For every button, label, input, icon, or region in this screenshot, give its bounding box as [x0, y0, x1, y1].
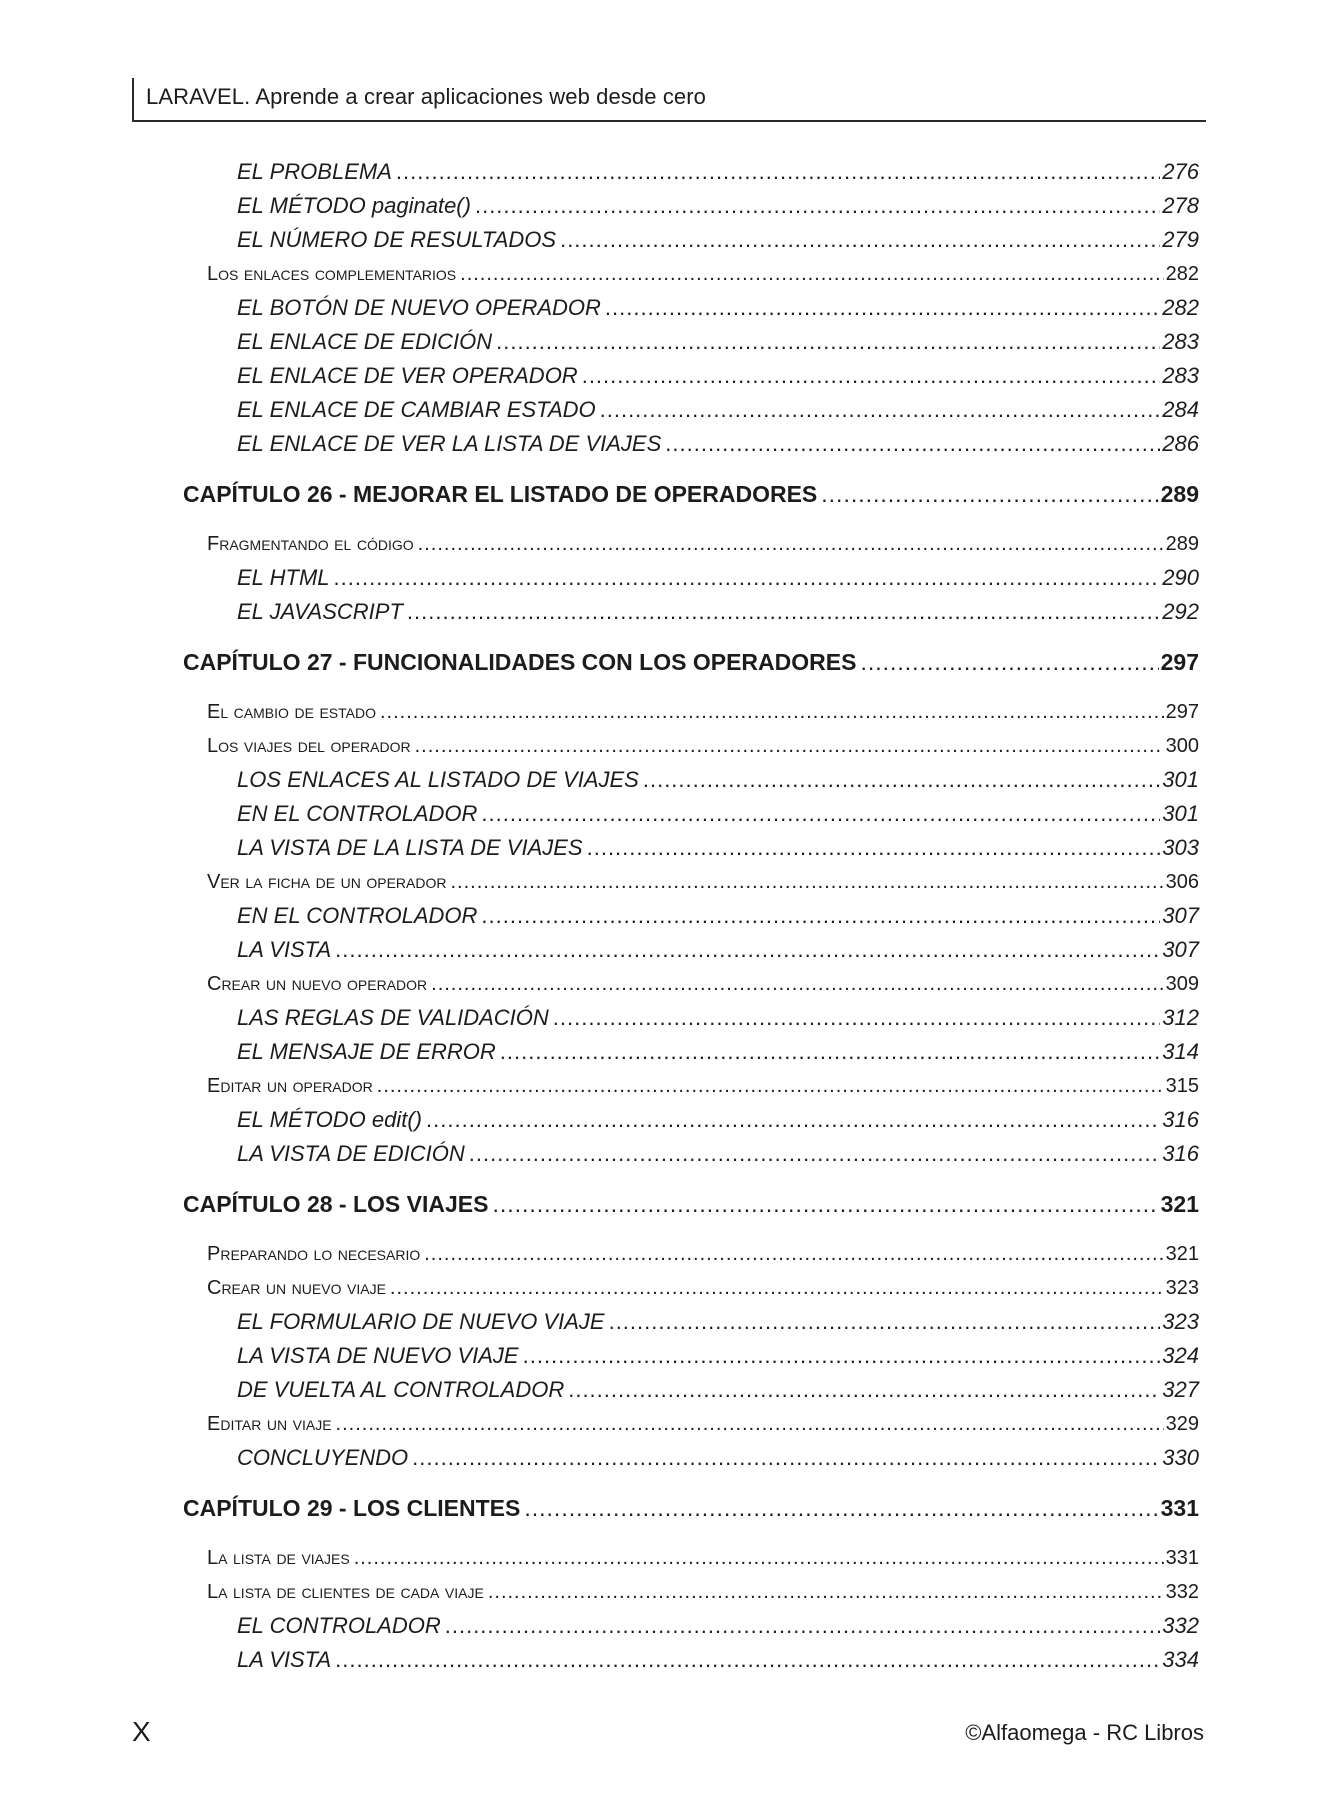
- page-number: X: [132, 1716, 151, 1747]
- dot-leader: [587, 831, 1161, 865]
- running-header: [132, 78, 1206, 122]
- dot-leader: [523, 1339, 1161, 1373]
- toc-entry-title: EL MÉTODO paginate(): [237, 193, 471, 218]
- toc-entry-title: Crear un nuevo viaje: [207, 1277, 386, 1299]
- dot-leader: [492, 1187, 1158, 1221]
- toc-entry-page: 301: [1162, 767, 1199, 792]
- dot-leader: [568, 1373, 1160, 1407]
- dot-leader: [451, 865, 1164, 899]
- toc-entry-page: 324: [1162, 1343, 1199, 1368]
- dot-leader: [415, 729, 1164, 763]
- dot-leader: [475, 189, 1160, 223]
- toc-entry-title: Crear un nuevo operador: [207, 973, 428, 995]
- toc-entry-title: CAPÍTULO 29 - LOS CLIENTES: [183, 1495, 521, 1521]
- toc-sub-entry[interactable]: [183, 763, 1199, 797]
- dot-leader: [445, 1609, 1161, 1643]
- toc-entry-title: EL ENLACE DE VER LA LISTA DE VIAJES: [237, 431, 662, 456]
- dot-leader: [335, 933, 1160, 967]
- toc-entry-page: 297: [1165, 701, 1199, 723]
- toc-entry-page: 278: [1162, 193, 1199, 218]
- dot-leader: [377, 1069, 1164, 1103]
- toc-entry-title: LA VISTA DE NUEVO VIAJE: [237, 1343, 519, 1368]
- toc-sub-entry[interactable]: [183, 427, 1199, 461]
- dot-leader: [605, 291, 1160, 325]
- dot-leader: [481, 899, 1160, 933]
- toc-entry-page: 290: [1162, 565, 1199, 590]
- toc-entry-title: EL MÉTODO edit(): [237, 1107, 423, 1132]
- toc-sub-entry[interactable]: [183, 1373, 1199, 1407]
- dot-leader: [335, 1643, 1160, 1677]
- toc-entry-title: Los viajes del operador: [207, 735, 411, 757]
- toc-sub-entry[interactable]: [183, 1001, 1199, 1035]
- toc-section-entry[interactable]: [183, 1407, 1199, 1441]
- toc-sub-entry[interactable]: [183, 223, 1199, 257]
- toc-entry-title: La lista de viajes: [207, 1547, 350, 1569]
- dot-leader: [488, 1575, 1164, 1609]
- toc-entry-title: El cambio de estado: [207, 701, 376, 723]
- toc-sub-entry[interactable]: [183, 1339, 1199, 1373]
- toc-entry-title: CAPÍTULO 27 - FUNCIONALIDADES CON LOS OPERADORES: [183, 649, 857, 675]
- dot-leader: [412, 1441, 1160, 1475]
- toc-entry-title: La lista de clientes de cada viaje: [207, 1581, 484, 1603]
- toc-chapter-entry[interactable]: [183, 1187, 1199, 1221]
- toc-sub-entry[interactable]: [183, 831, 1199, 865]
- dot-leader: [553, 1001, 1161, 1035]
- toc-entry-title: Ver la ficha de un operador: [207, 871, 447, 893]
- toc-section-entry[interactable]: [183, 1271, 1199, 1305]
- toc-entry-page: 276: [1162, 159, 1199, 184]
- toc-entry-page: 331: [1165, 1547, 1199, 1569]
- dot-leader: [860, 645, 1158, 679]
- toc-entry-title: Preparando lo necesario: [207, 1243, 421, 1265]
- toc-section-entry[interactable]: [183, 1541, 1199, 1575]
- dot-leader: [665, 427, 1160, 461]
- dot-leader: [600, 393, 1161, 427]
- dot-leader: [407, 595, 1160, 629]
- toc-entry-title: LA VISTA: [237, 937, 332, 962]
- toc-entry-page: 307: [1162, 903, 1199, 928]
- toc-sub-entry[interactable]: [183, 561, 1199, 595]
- toc-entry-page: 306: [1165, 871, 1199, 893]
- publisher-copyright: ©Alfaomega - RC Libros: [965, 1720, 1204, 1745]
- toc-entry-title: DE VUELTA AL CONTROLADOR: [237, 1377, 565, 1402]
- toc-entry-title: LOS ENLACES AL LISTADO DE VIAJES: [237, 767, 639, 792]
- dot-leader: [396, 155, 1160, 189]
- dot-leader: [418, 527, 1164, 561]
- toc-entry-title: EL PROBLEMA: [237, 159, 392, 184]
- toc-entry-title: Editar un viaje: [207, 1413, 332, 1435]
- toc-sub-entry[interactable]: [183, 1609, 1199, 1643]
- toc-entry-page: 323: [1165, 1277, 1199, 1299]
- dot-leader: [821, 477, 1158, 511]
- book-title: LARAVEL. Aprende a crear aplicaciones web desde cero: [146, 84, 707, 109]
- dot-leader: [424, 1237, 1163, 1271]
- toc-sub-entry[interactable]: [183, 393, 1199, 427]
- toc-sub-entry[interactable]: [183, 1441, 1199, 1475]
- toc-entry-title: EL HTML: [237, 565, 330, 590]
- toc-entry-page: 331: [1160, 1495, 1199, 1521]
- toc-entry-page: 316: [1162, 1107, 1199, 1132]
- dot-leader: [500, 1035, 1161, 1069]
- toc-section-entry[interactable]: [183, 1237, 1199, 1271]
- toc-entry-page: 303: [1162, 835, 1199, 860]
- toc-section-entry[interactable]: [183, 695, 1199, 729]
- toc-entry-page: 327: [1162, 1377, 1199, 1402]
- toc-entry-page: 334: [1162, 1647, 1199, 1672]
- toc-entry-title: CAPÍTULO 26 - MEJORAR EL LISTADO DE OPERADORES: [183, 481, 818, 507]
- toc-entry-page: 315: [1165, 1075, 1199, 1097]
- toc-section-entry[interactable]: [183, 1575, 1199, 1609]
- toc-entry-page: 289: [1165, 533, 1199, 555]
- toc-entry-title: EL CONTROLADOR: [237, 1613, 441, 1638]
- toc-chapter-entry[interactable]: [183, 1491, 1199, 1525]
- dot-leader: [336, 1407, 1164, 1441]
- toc-entry-title: EN EL CONTROLADOR: [237, 903, 478, 928]
- dot-leader: [496, 325, 1160, 359]
- toc-entry-page: 282: [1162, 295, 1199, 320]
- toc-section-entry[interactable]: [183, 1069, 1199, 1103]
- dot-leader: [334, 561, 1161, 595]
- toc-entry-title: EL BOTÓN DE NUEVO OPERADOR: [237, 295, 601, 320]
- dot-leader: [460, 257, 1163, 291]
- toc-entry-title: EN EL CONTROLADOR: [237, 801, 478, 826]
- toc-entry-title: CONCLUYENDO: [237, 1445, 409, 1470]
- toc-entry-page: 283: [1162, 329, 1199, 354]
- toc-entry-page: 323: [1162, 1309, 1199, 1334]
- toc-entry-title: EL MENSAJE DE ERROR: [237, 1039, 496, 1064]
- toc-entry-title: EL NÚMERO DE RESULTADOS: [237, 227, 557, 252]
- toc-entry-title: LA VISTA DE EDICIÓN: [237, 1141, 465, 1166]
- toc-entry-title: EL ENLACE DE VER OPERADOR: [237, 363, 578, 388]
- toc-sub-entry[interactable]: [183, 1305, 1199, 1339]
- toc-sub-entry[interactable]: [183, 189, 1199, 223]
- toc-sub-entry[interactable]: [183, 291, 1199, 325]
- toc-entry-title: Fragmentando el código: [207, 533, 414, 555]
- toc-entry-page: 292: [1162, 599, 1199, 624]
- toc-entry-page: 286: [1162, 431, 1199, 456]
- dot-leader: [380, 695, 1164, 729]
- toc-sub-entry[interactable]: [183, 1137, 1199, 1171]
- toc-entry-page: 283: [1162, 363, 1199, 388]
- dot-leader: [582, 359, 1161, 393]
- dot-leader: [524, 1491, 1158, 1525]
- toc-sub-entry[interactable]: [183, 155, 1199, 189]
- toc-entry-page: 307: [1162, 937, 1199, 962]
- toc-sub-entry[interactable]: [183, 1103, 1199, 1137]
- toc-entry-title: EL FORMULARIO DE NUEVO VIAJE: [237, 1309, 605, 1334]
- dot-leader: [560, 223, 1160, 257]
- toc-entry-page: 279: [1162, 227, 1199, 252]
- toc-entry-page: 321: [1165, 1243, 1199, 1265]
- dot-leader: [469, 1137, 1160, 1171]
- toc-entry-title: EL JAVASCRIPT: [237, 599, 403, 624]
- toc-entry-title: Los enlaces complementarios: [207, 263, 457, 285]
- toc-entry-title: EL ENLACE DE CAMBIAR ESTADO: [237, 397, 596, 422]
- toc-entry-page: 330: [1162, 1445, 1199, 1470]
- toc-section-entry[interactable]: [183, 257, 1199, 291]
- toc-entry-title: Editar un operador: [207, 1075, 373, 1097]
- toc-entry-title: EL ENLACE DE EDICIÓN: [237, 329, 493, 354]
- dot-leader: [390, 1271, 1164, 1305]
- toc-entry-page: 282: [1165, 263, 1199, 285]
- dot-leader: [431, 967, 1163, 1001]
- toc-sub-entry[interactable]: [183, 797, 1199, 831]
- toc-entry-title: CAPÍTULO 28 - LOS VIAJES: [183, 1191, 489, 1217]
- toc-section-entry[interactable]: [183, 967, 1199, 1001]
- toc-entry-title: LA VISTA: [237, 1647, 332, 1672]
- toc-sub-entry[interactable]: [183, 595, 1199, 629]
- dot-leader: [609, 1305, 1161, 1339]
- toc-sub-entry[interactable]: [183, 359, 1199, 393]
- toc-entry-page: 332: [1162, 1613, 1199, 1638]
- toc-chapter-entry[interactable]: [183, 645, 1199, 679]
- toc-sub-entry[interactable]: [183, 933, 1199, 967]
- toc-entry-page: 301: [1162, 801, 1199, 826]
- toc-section-entry[interactable]: [183, 865, 1199, 899]
- toc-entry-page: 284: [1162, 397, 1199, 422]
- toc-entry-page: 329: [1165, 1413, 1199, 1435]
- toc-entry-page: 312: [1162, 1005, 1199, 1030]
- toc-sub-entry[interactable]: [183, 1035, 1199, 1069]
- toc-sub-entry[interactable]: [183, 1643, 1199, 1677]
- toc-sub-entry[interactable]: [183, 899, 1199, 933]
- dot-leader: [354, 1541, 1164, 1575]
- toc-entry-page: 309: [1165, 973, 1199, 995]
- toc-entry-page: 316: [1162, 1141, 1199, 1166]
- toc-entry-title: LAS REGLAS DE VALIDACIÓN: [237, 1005, 549, 1030]
- table-of-contents: [183, 155, 1199, 1677]
- dot-leader: [643, 763, 1160, 797]
- toc-entry-page: 332: [1165, 1581, 1199, 1603]
- toc-chapter-entry[interactable]: [183, 477, 1199, 511]
- toc-entry-page: 289: [1160, 481, 1199, 507]
- dot-leader: [481, 797, 1160, 831]
- toc-section-entry[interactable]: [183, 729, 1199, 763]
- toc-section-entry[interactable]: [183, 527, 1199, 561]
- toc-entry-page: 314: [1162, 1039, 1199, 1064]
- toc-sub-entry[interactable]: [183, 325, 1199, 359]
- toc-entry-page: 297: [1160, 649, 1199, 675]
- toc-entry-page: 321: [1160, 1191, 1199, 1217]
- dot-leader: [426, 1103, 1160, 1137]
- toc-entry-title: LA VISTA DE LA LISTA DE VIAJES: [237, 835, 583, 860]
- toc-entry-page: 300: [1165, 735, 1199, 757]
